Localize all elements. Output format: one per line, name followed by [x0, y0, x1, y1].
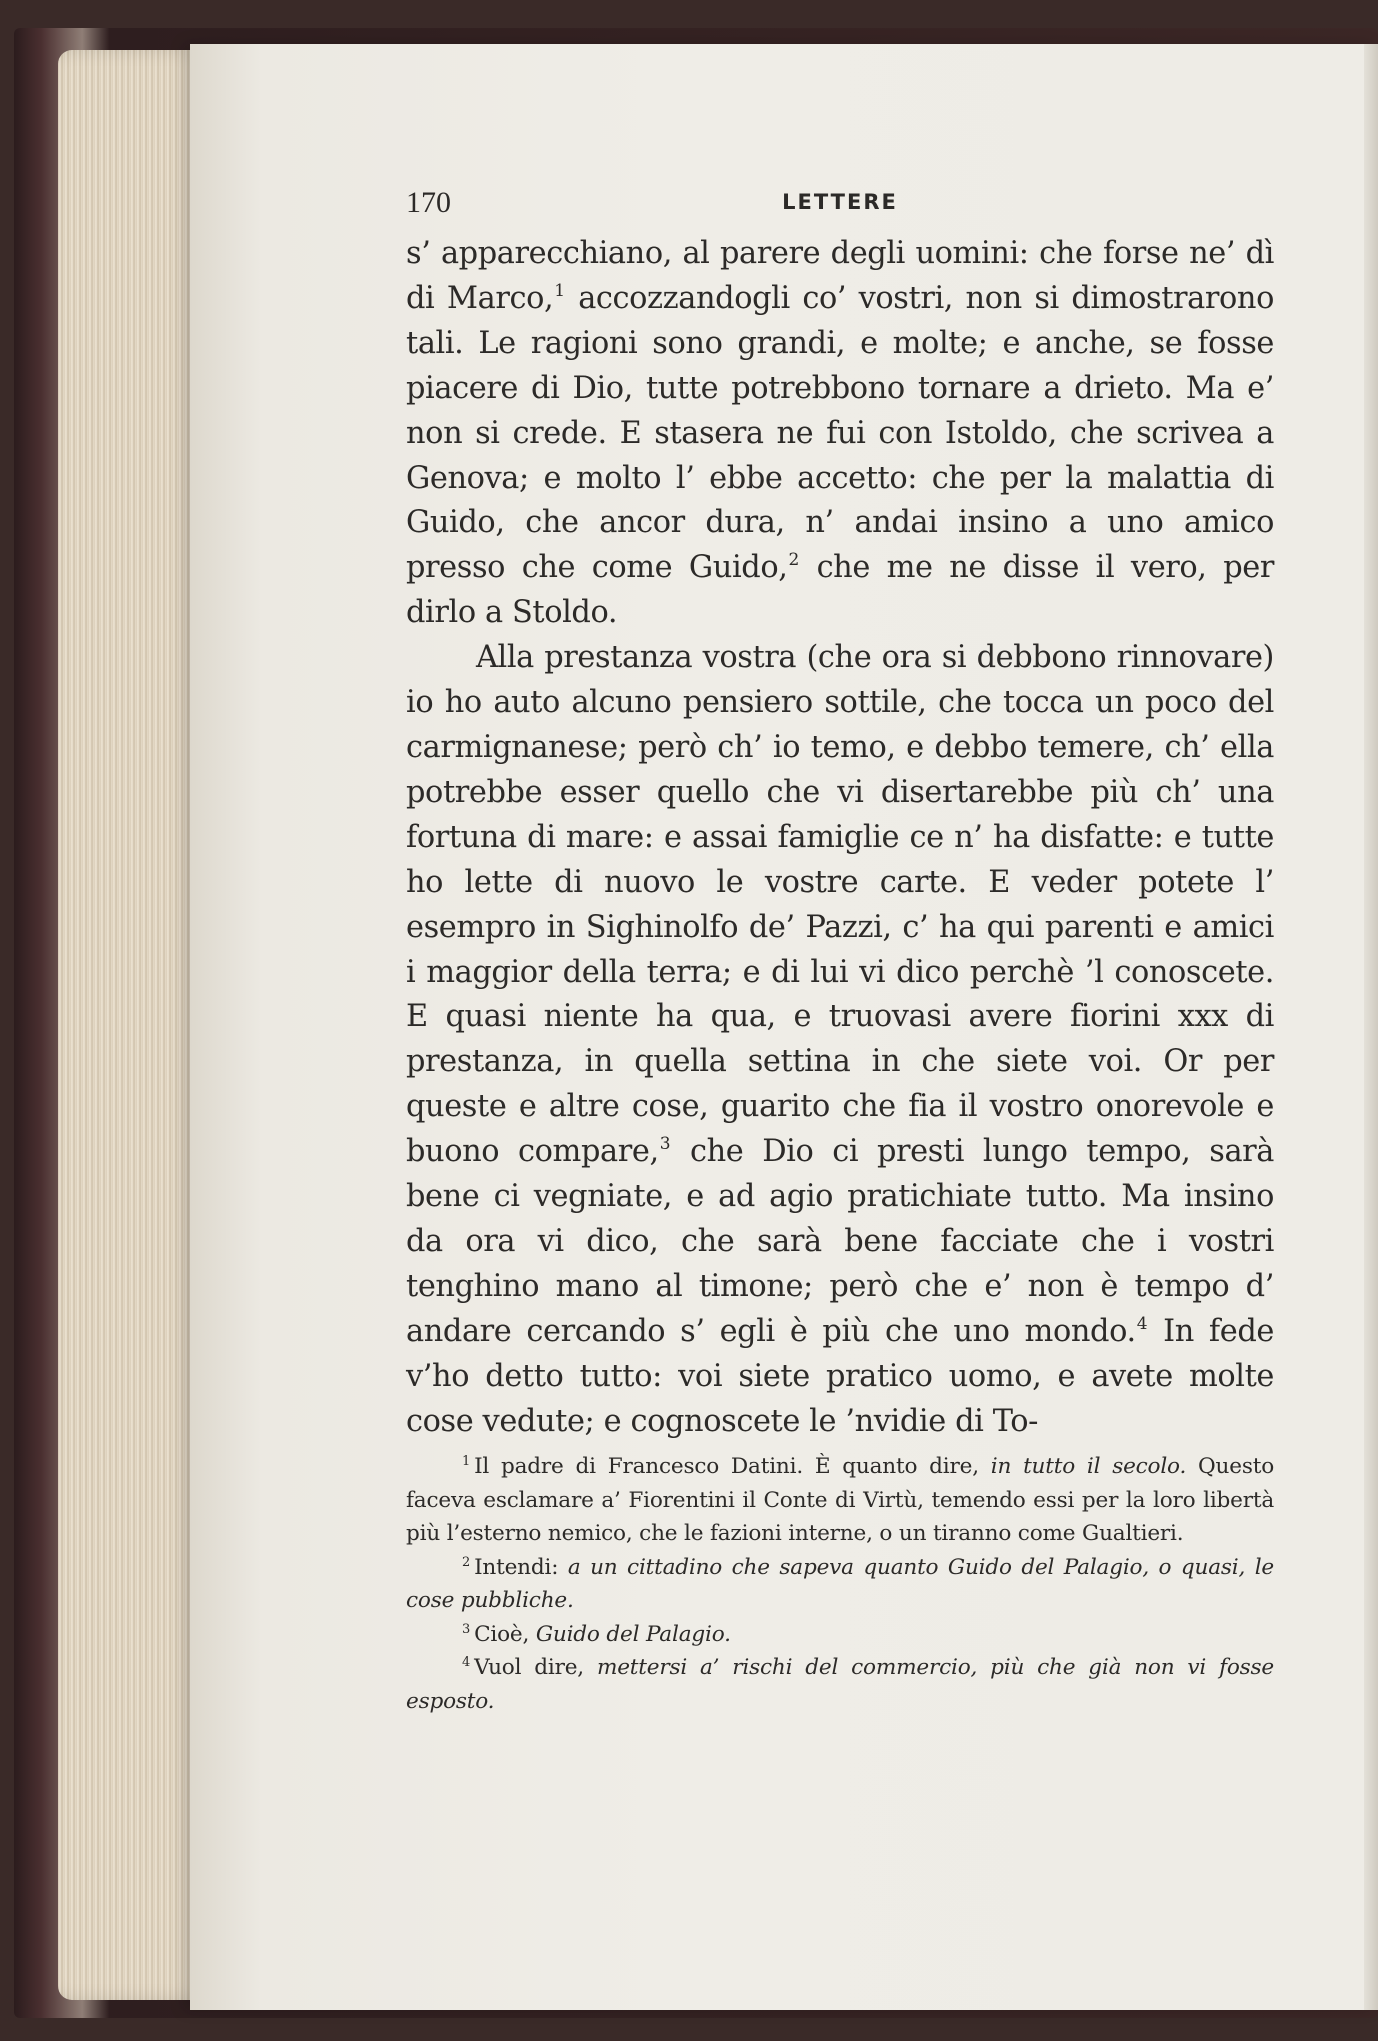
- footnote-ref-4: 4: [1136, 1313, 1148, 1334]
- footnote-2: [406, 1551, 1274, 1618]
- footnote-4-mark: 4: [462, 1655, 471, 1671]
- footnote-2-mark: 2: [462, 1554, 471, 1570]
- paragraph-2-part-2: che Dio ci presti lungo tempo, sarà bene ci vegniate, e ad agio pratichiate tutto. Ma insino da ora vi dico, che sarà bene facciate che i vostri tenghino mano al timone; però che e’ non è tempo d’ andare cercando s’ egli è più che uno mondo.: [406, 1134, 1275, 1349]
- paragraph-2-part-1: Alla prestanza vostra (che ora si debbono rinnovare) io ho auto alcuno pensiero sottile, che tocca un poco del carmignanese; però ch’ io temo, e debbo temere, ch’ ella potrebbe esser quello che vi disertarebbe più ch’ una fortuna di mare: e assai famiglie ce n’ ha disfatte: e tutte ho lette di nuovo le vostre carte. E veder potete l’ esempro in Sighinolfo de’ Pazzi, c’ ha qui parenti e amici i maggior della terra; e di lui vi dico perchè ’l conoscete. E quasi niente ha qua, e truovasi avere fiorini xxx di prestanza, in quella settina in che siete voi. Or per queste e altre cose, guarito che fia il vostro onorevole e buono compare,: [406, 640, 1274, 1170]
- paragraph-2-part-3: In fede v’ho detto tutto: voi siete pratico uomo, e avete molte cose vedute; e cognoscete le ’nvidie di To-: [406, 1313, 1274, 1439]
- footnote-4: [406, 1651, 1274, 1718]
- body-text: [406, 232, 1274, 1444]
- paragraph-1-part-2: accozzandogli co’ vostri, non si dimostrarono tali. Le ragioni sono grandi, e molte; e anche, se fosse piacere di Dio, tutte potrebbono tornare a drieto. Ma e’ non si crede. E stasera ne fui con Istoldo, che scrivea a Genova; e molto l’ ebbe accetto: che per la malattia di Guido, che ancor dura, n’ andai insino a uno amico presso che come Guido,: [406, 280, 1274, 586]
- footnote-3-mark: 3: [462, 1621, 471, 1637]
- footnote-2-text: Intendi:: [474, 1554, 559, 1580]
- running-head: LETTERE: [782, 190, 898, 214]
- footnote-2-italic: a un cittadino che sapeva quanto Guido del Palagio, o quasi, le cose pubbliche.: [406, 1554, 1275, 1614]
- paragraph-1-part-3: che me ne disse il vero, per dirlo a Stoldo.: [406, 550, 1274, 631]
- footnote-3-text: Cioè,: [474, 1621, 530, 1647]
- footnote-ref-2: 2: [788, 550, 799, 571]
- footnote-3-italic: Guido del Palagio.: [535, 1621, 731, 1647]
- footnote-4-text: Vuol dire,: [474, 1655, 584, 1681]
- footnote-ref-1: 1: [554, 280, 565, 301]
- page-number: 170: [406, 186, 451, 219]
- footnote-1: [406, 1450, 1274, 1551]
- page-stack-edge: [58, 50, 208, 2000]
- footnotes: [406, 1450, 1274, 1718]
- footnote-1-text: Il padre di Francesco Datini. È quanto dire,: [474, 1454, 979, 1480]
- footnote-ref-3: 3: [659, 1134, 671, 1155]
- footnote-4-italic: mettersi a’ rischi del commercio, più che già non vi fosse esposto.: [406, 1655, 1274, 1714]
- paragraph-1: [406, 232, 1274, 636]
- footnote-3: [406, 1618, 1274, 1652]
- footnote-1-italic: in tutto il secolo.: [990, 1454, 1187, 1480]
- footnote-1-text-2: Questo faceva esclamare a’ Fiorentini il Conte di Virtù, temendo essi per la loro libertà più l’esterno nemico, che le fazioni interne, o un tiranno come Gualtieri.: [406, 1454, 1274, 1547]
- paragraph-2: [406, 636, 1274, 1444]
- paragraph-1-part-1: s’ apparecchiano, al parere degli uomini: che forse ne’ dì di Marco,: [406, 236, 1274, 316]
- page-header: [406, 180, 1274, 232]
- footnote-1-mark: 1: [462, 1454, 471, 1470]
- facing-page-edge: [1364, 44, 1378, 2010]
- text-block: [406, 180, 1274, 1718]
